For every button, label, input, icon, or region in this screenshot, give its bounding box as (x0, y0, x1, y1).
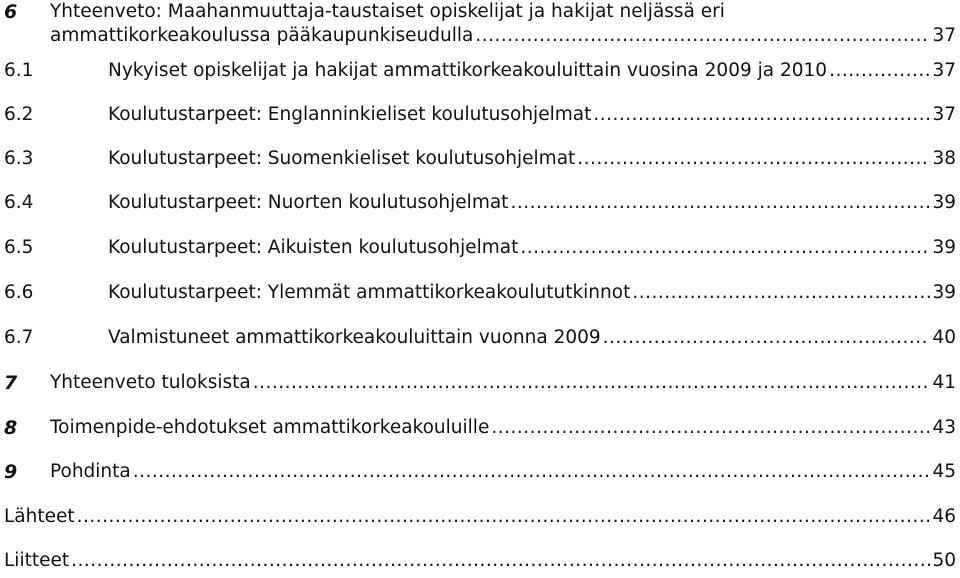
toc-leader-dots (632, 281, 930, 305)
toc-page-number: 38 (932, 148, 956, 169)
toc-number: 6.1 (4, 60, 34, 81)
toc-entry-6-1[interactable] (0, 59, 956, 83)
toc-entry-8[interactable] (0, 416, 956, 440)
toc-number: 6 (4, 1, 18, 23)
toc-number: 7 (4, 372, 18, 394)
toc-title: Pohdinta (50, 461, 131, 482)
toc-leader-dots (829, 59, 930, 83)
toc-number: 6.6 (4, 282, 34, 303)
toc-leader-dots (253, 371, 931, 395)
toc-page-number: 43 (932, 417, 956, 438)
toc-number: 6.4 (4, 192, 34, 213)
toc-leader-dots (71, 549, 930, 573)
toc-title: Toimenpide-ehdotukset ammattikorkeakouluille (50, 417, 490, 438)
toc-leader-dots (603, 326, 931, 350)
toc-title: ammattikorkeakoulussa pääkaupunkiseudulla (50, 25, 474, 46)
toc-number: 6.5 (4, 237, 34, 258)
toc-page-number: 37 (932, 25, 956, 46)
toc-page-number: 39 (932, 192, 956, 213)
toc-leader-dots (520, 236, 930, 260)
toc-title: Koulutustarpeet: Englanninkieliset koulutusohjelmat (108, 104, 592, 125)
toc-number: 8 (4, 417, 18, 439)
toc-number: 6.7 (4, 327, 34, 348)
toc-title: Valmistuneet ammattikorkeakouluittain vuonna 2009 (108, 327, 601, 348)
toc-entry-6-4[interactable] (0, 191, 956, 215)
toc-leader-dots (510, 191, 930, 215)
toc-leader-dots (491, 416, 930, 440)
toc-page-number: 41 (932, 372, 956, 393)
toc-entry-6-7[interactable] (0, 326, 956, 350)
toc-page-number: 37 (932, 104, 956, 125)
toc-title: Yhteenveto tuloksista (50, 372, 251, 393)
toc-leader-dots (475, 24, 930, 48)
toc-leader-dots (577, 147, 930, 171)
toc-entry-7[interactable] (0, 371, 956, 395)
toc-title: Koulutustarpeet: Suomenkieliset koulutusohjelmat (108, 148, 576, 169)
toc-page-number: 39 (932, 282, 956, 303)
toc-entry-6[interactable] (0, 0, 956, 48)
toc-leader-dots (133, 460, 931, 484)
toc-page-number: 46 (932, 506, 956, 527)
toc-entry-6-2[interactable] (0, 103, 956, 127)
toc-page-number: 45 (932, 461, 956, 482)
toc-number: 6.3 (4, 148, 34, 169)
toc-number: 6.2 (4, 104, 34, 125)
toc-page-number: 50 (932, 550, 956, 571)
toc-entry-liitteet[interactable] (0, 549, 956, 573)
toc-leader-dots (77, 505, 931, 529)
toc-entry-9[interactable] (0, 460, 956, 484)
toc-page-number: 40 (932, 327, 956, 348)
toc-page-number: 39 (932, 237, 956, 258)
toc-title-line1: Yhteenveto: Maahanmuuttaja-taustaiset opiskelijat ja hakijat neljässä eri (50, 1, 725, 22)
toc-title: Nykyiset opiskelijat ja hakijat ammattikorkeakouluittain vuosina 2009 ja 2010 (108, 60, 828, 81)
toc-title: Lähteet (4, 506, 75, 527)
toc-title: Koulutustarpeet: Nuorten koulutusohjelmat (108, 192, 509, 213)
toc-title: Koulutustarpeet: Aikuisten koulutusohjelmat (108, 237, 519, 258)
toc-entry-6-5[interactable] (0, 236, 956, 260)
toc-leader-dots (593, 103, 930, 127)
toc-number: 9 (4, 461, 18, 483)
toc-page-number: 37 (932, 60, 956, 81)
toc-title: Koulutustarpeet: Ylemmät ammattikorkeakoulututkinnot (108, 282, 631, 303)
toc-entry-6-3[interactable] (0, 147, 956, 171)
toc-entry-6-6[interactable] (0, 281, 956, 305)
toc-title: Liitteet (4, 550, 70, 571)
toc-entry-lahteet[interactable] (0, 505, 956, 529)
